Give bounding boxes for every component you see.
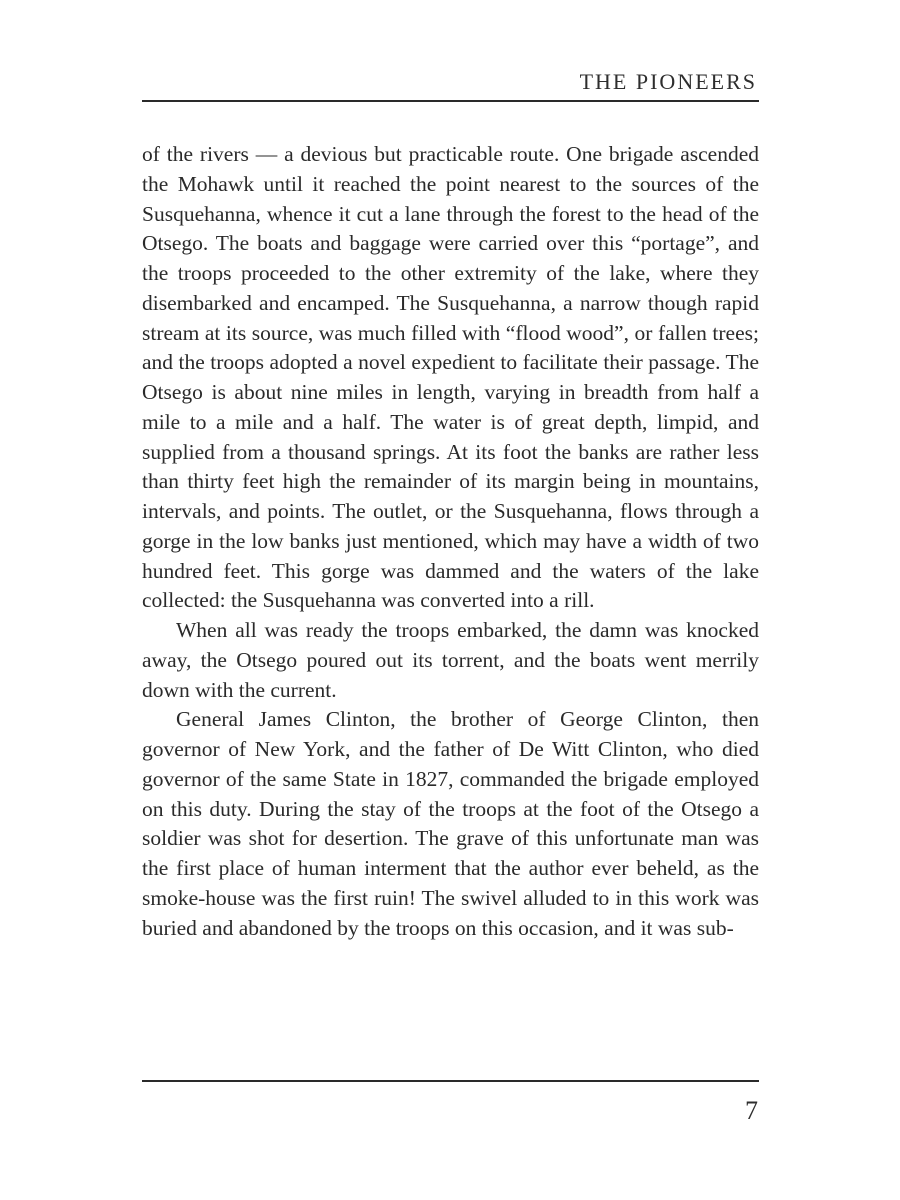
body-text [142, 140, 759, 943]
footer-rule [142, 1080, 759, 1082]
paragraph: When all was ready the troops embarked, the damn was knocked away, the Otsego poured out its torrent, and the boats went merrily down with the current. [142, 618, 759, 702]
running-head-title: THE PIONEERS [579, 69, 757, 94]
header-rule [142, 100, 759, 102]
page-number: 7 [745, 1096, 758, 1125]
paragraph: General James Clinton, the brother of George Clinton, then governor of New York, and the father of De Witt Clinton, who died governor of the same State in 1827, commanded the brigade employed on this duty. During the stay of the troops at the foot of the Otsego a soldier was shot for desertion. The grave of this unfortunate man was the first place of human interment that the author ever beheld, as the smoke-house was the first ruin! The swivel alluded to in this work was buried and abandoned by the troops on this occasion, and it was sub- [142, 707, 759, 940]
paragraph: of the rivers — a devious but practicable route. One brigade ascended the Mohawk until it reached the point nearest to the sources of the Susquehanna, whence it cut a lane through the forest to the head of the Otsego. The boats and baggage were carried over this “portage”, and the troops proceeded to the other extremity of the lake, where they disembarked and encamped. The Susquehanna, a narrow though rapid stream at its source, was much filled with “flood wood”, or fallen trees; and the troops adopted a novel expedient to facilitate their passage. The Otsego is about nine miles in length, varying in breadth from half a mile to a mile and a half. The water is of great depth, limpid, and supplied from a thousand springs. At its foot the banks are rather less than thirty feet high the remainder of its margin being in mountains, intervals, and points. The outlet, or the Susquehanna, flows through a gorge in the low banks just mentioned, which may have a width of two hundred feet. This gorge was dammed and the waters of the lake collected: the Susquehanna was converted into a rill. [142, 142, 759, 613]
